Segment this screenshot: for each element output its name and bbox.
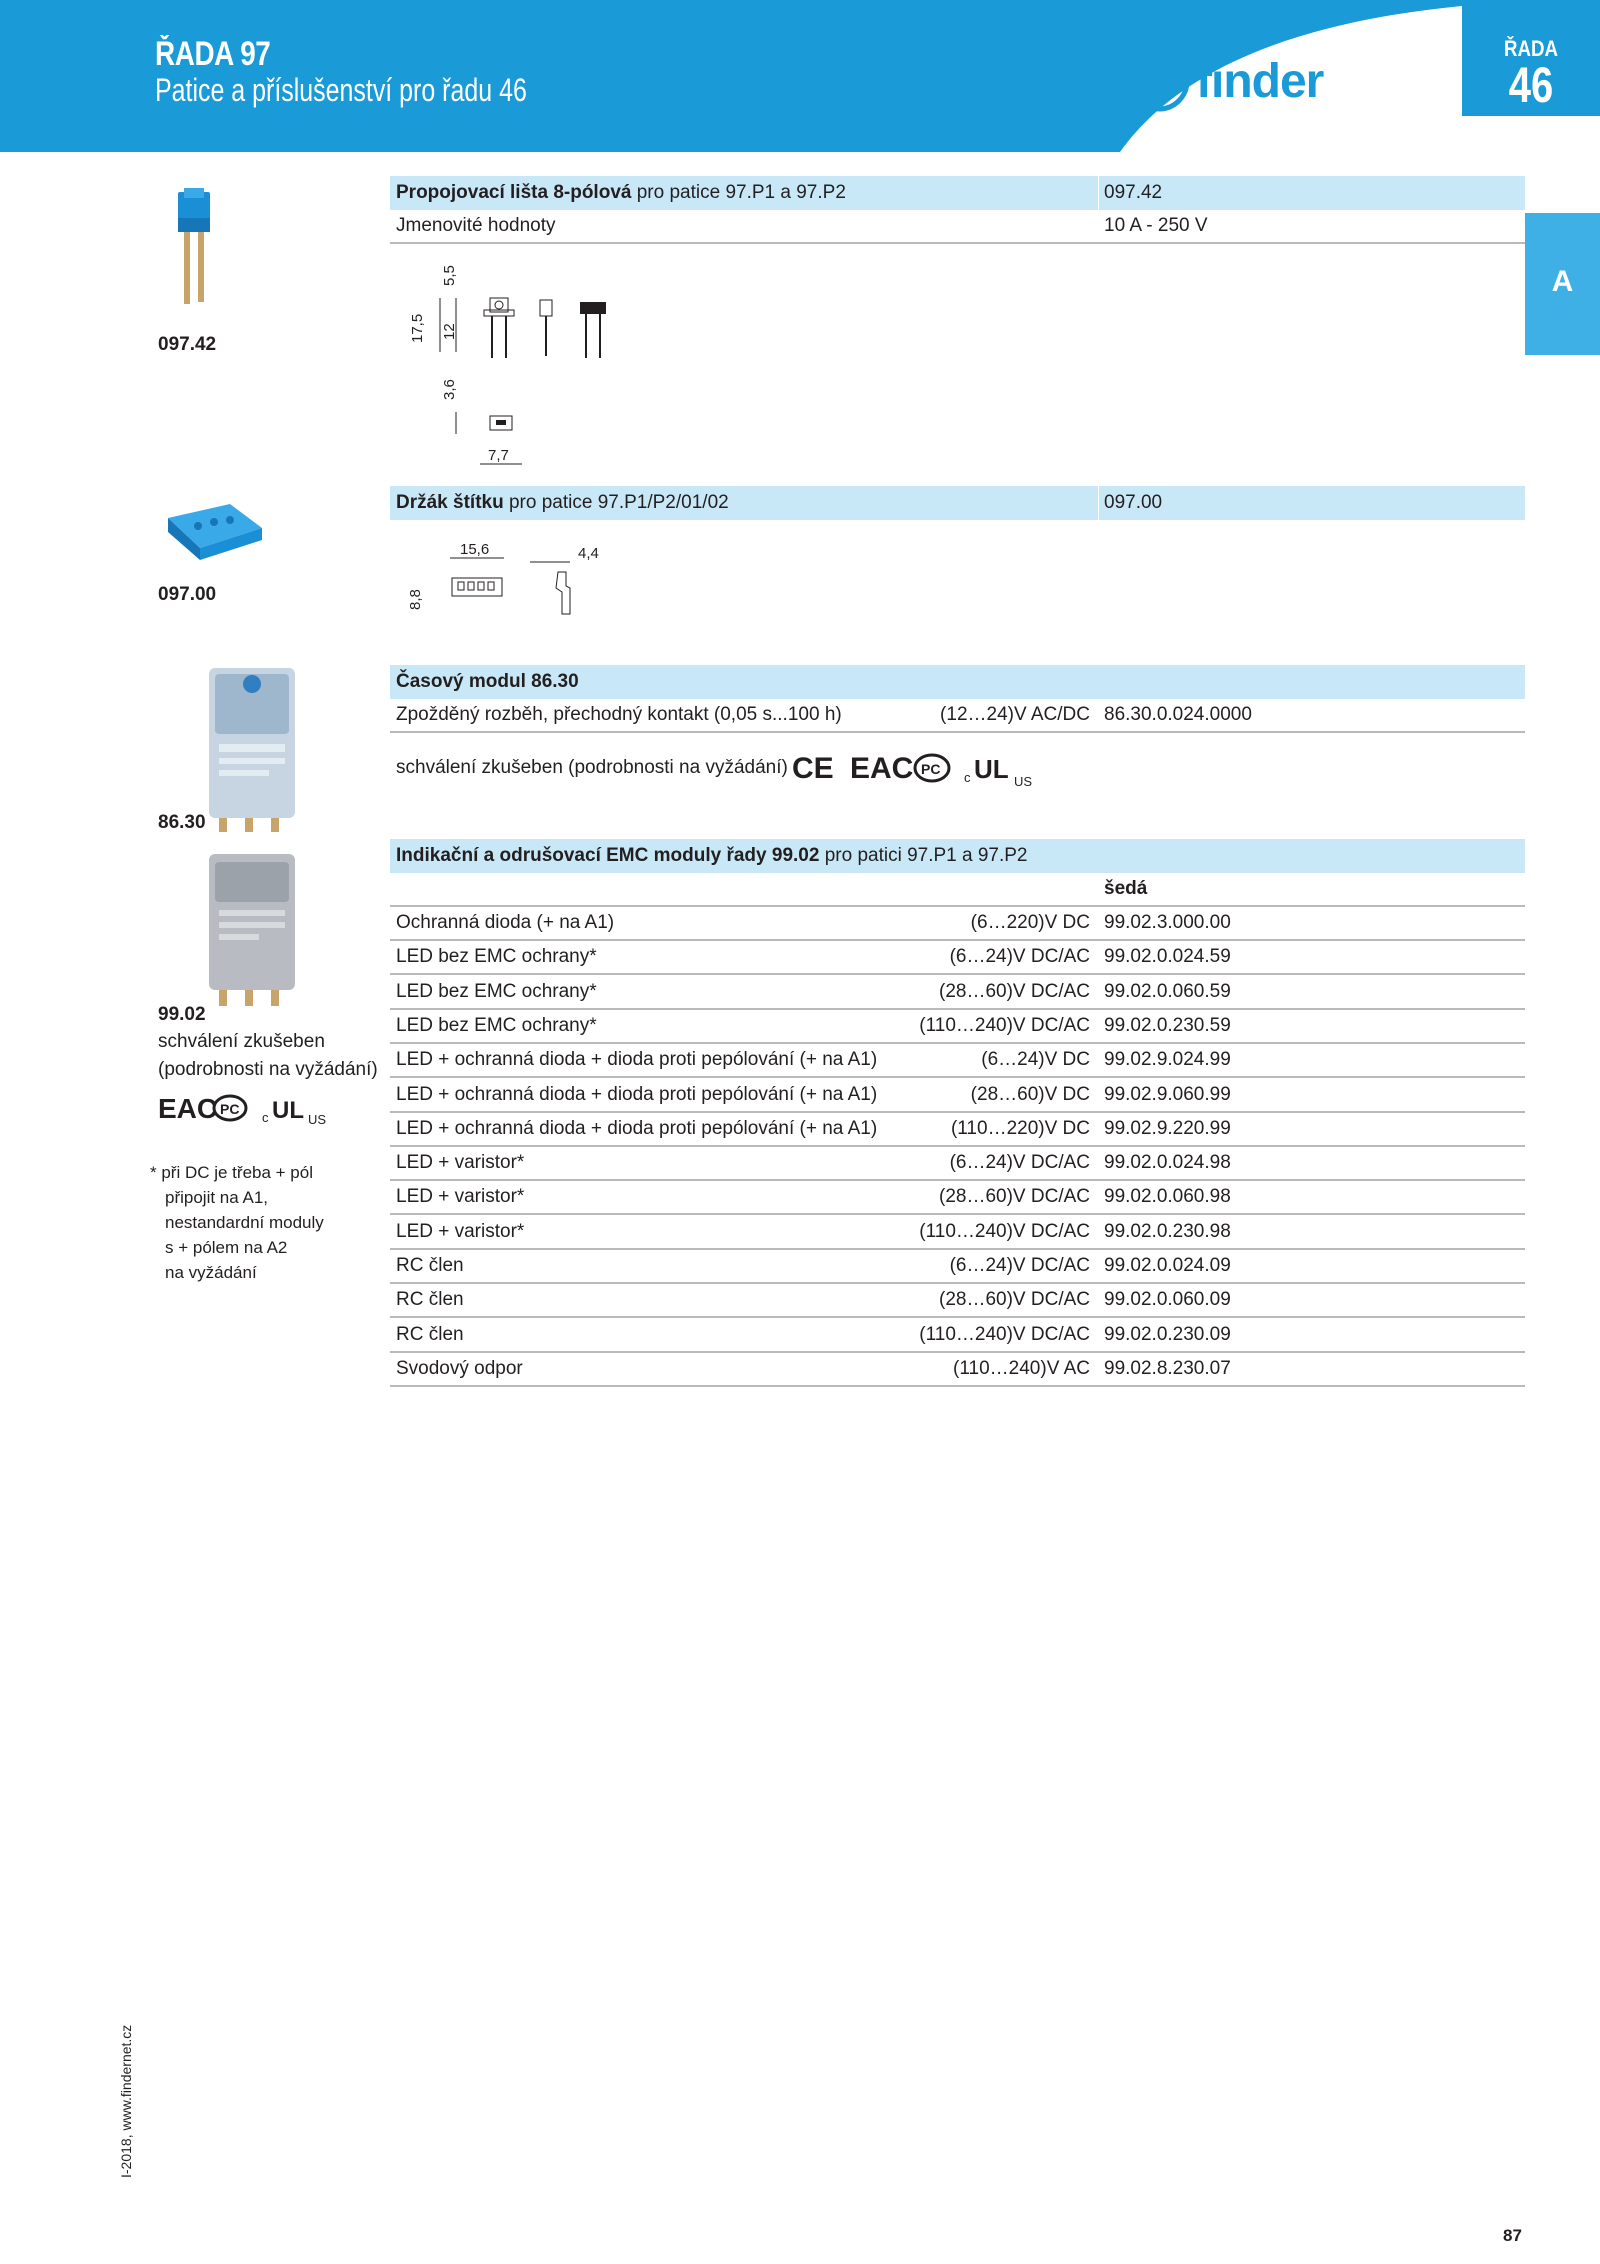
footer-side-text: I-2018, www.findernet.cz: [118, 2024, 134, 2178]
svg-text:c: c: [963, 770, 971, 785]
table-row: [390, 1284, 1525, 1318]
row-code: 99.02.0.060.98: [1104, 1186, 1231, 1208]
row-description: RC člen: [396, 1289, 464, 1311]
approval-86-30: [396, 748, 1042, 788]
svg-text:EAC: EAC: [158, 1093, 218, 1124]
row-voltage: (6…24)V DC: [981, 1049, 1090, 1071]
table-99-02-color-header: [390, 873, 1525, 907]
approval-marks-99-02: [158, 1092, 348, 1126]
series-subtitle: Patice a příslušenství pro řadu 46: [155, 72, 527, 108]
table-row: [390, 1319, 1525, 1353]
table-row: [390, 1044, 1525, 1078]
row-code: 99.02.9.220.99: [1104, 1117, 1231, 1139]
row-code: 99.02.9.024.99: [1104, 1049, 1231, 1071]
dim-4-4: 4,4: [578, 545, 599, 562]
finder-logo-icon: [1128, 50, 1190, 112]
table-99-02-title: Indikační a odrušovací EMC moduly řady 99.02 pro patici 97.P1 a 97.P2: [396, 845, 1028, 866]
row-code: 99.02.8.230.07: [1104, 1357, 1231, 1379]
svg-text:US: US: [1013, 774, 1032, 788]
note-line: nestandardní moduly: [165, 1213, 324, 1232]
product-code-99-02: 99.02: [158, 1004, 206, 1025]
table-86-30-row: [390, 699, 1525, 733]
header-title: [155, 36, 632, 108]
approval-marks-86-30: [792, 748, 1042, 788]
table-row: [390, 1353, 1525, 1387]
timer-description: Zpožděný rozběh, přechodný kontakt (0,05 s...100 h): [396, 704, 842, 725]
dim-15-6: 15,6: [460, 541, 490, 558]
row-description: LED bez EMC ochrany*: [396, 946, 597, 968]
table-row: [390, 1113, 1525, 1147]
row-code: 99.02.9.060.99: [1104, 1083, 1231, 1105]
table-99-02-header: [390, 839, 1525, 873]
row-description: LED + ochranná dioda + dioda proti pepólování (+ na A1): [396, 1083, 878, 1105]
row-description: LED bez EMC ochrany*: [396, 980, 597, 1002]
svg-text:PC: PC: [220, 1101, 240, 1117]
row-code: 99.02.0.024.59: [1104, 946, 1231, 968]
row-code: 99.02.0.024.09: [1104, 1255, 1231, 1276]
dimension-drawing-097-00: [400, 536, 620, 616]
table-86-30-title: Časový modul 86.30: [396, 671, 579, 692]
row-code: 99.02.0.230.98: [1104, 1220, 1231, 1242]
table-row: [390, 941, 1525, 975]
row-description: LED + ochranná dioda + dioda proti pepólování (+ na A1): [396, 1049, 878, 1071]
row-description: LED + varistor*: [396, 1220, 525, 1242]
table-row: [390, 1147, 1525, 1181]
row-description: Ochranná dioda (+ na A1): [396, 912, 615, 933]
timer-voltage: (12…24)V AC/DC: [940, 704, 1090, 725]
rating-label: Jmenovité hodnoty: [396, 215, 556, 236]
note-line: připojit na A1,: [165, 1188, 269, 1207]
row-description: LED + ochranná dioda + dioda proti pepólování (+ na A1): [396, 1117, 878, 1139]
rating-value: 10 A - 250 V: [1104, 215, 1208, 236]
row-voltage: (28…60)V DC/AC: [939, 980, 1090, 1002]
row-code: 99.02.0.060.59: [1104, 980, 1231, 1002]
product-code-097-00: 097.00: [158, 584, 217, 605]
page-header: [0, 0, 1600, 152]
row-description: LED + varistor*: [396, 1186, 525, 1208]
note-line: * při DC je třeba + pól: [150, 1163, 313, 1182]
table-097-00-title: Držák štítku pro patice 97.P1/P2/01/02: [396, 492, 729, 513]
row-code: 99.02.0.024.98: [1104, 1152, 1231, 1174]
row-voltage: (28…60)V DC/AC: [939, 1289, 1090, 1311]
series-badge-number: 46: [1508, 57, 1554, 113]
product-image-097-00: [160, 498, 270, 568]
series-badge-label: ŘADA: [1503, 36, 1559, 61]
svg-text:PC: PC: [920, 761, 941, 777]
dc-polarity-note: [150, 1160, 324, 1285]
product-image-99-02: [205, 850, 305, 1010]
row-description: LED + varistor*: [396, 1152, 525, 1174]
product-code-097-42: 097.42: [158, 334, 217, 355]
table-097-00-header: [390, 486, 1525, 520]
approval-text-86-30: schválení zkušeben (podrobnosti na vyžádání): [396, 757, 788, 778]
brand-name: finder: [1196, 54, 1324, 108]
row-voltage: (28…60)V DC/AC: [939, 1186, 1090, 1208]
svg-text:UL: UL: [272, 1097, 304, 1124]
product-image-86-30: [205, 664, 305, 834]
row-voltage: (6…220)V DC: [970, 912, 1090, 933]
note-line: s + pólem na A2: [165, 1238, 288, 1257]
row-code: 99.02.0.230.09: [1104, 1323, 1231, 1345]
table-097-42-code: 097.42: [1104, 182, 1163, 203]
svg-text:UL: UL: [973, 754, 1009, 784]
row-code: 99.02.0.060.09: [1104, 1289, 1231, 1311]
table-097-00-code: 097.00: [1104, 492, 1163, 513]
table-row: [390, 1079, 1525, 1113]
approval-text-99-02-line2: (podrobnosti na vyžádání): [158, 1059, 378, 1080]
dim-12: 12: [441, 323, 458, 340]
finder-logo: [1128, 50, 1323, 112]
table-row: [390, 976, 1525, 1010]
table-097-42-header: [390, 176, 1525, 210]
note-line: na vyžádání: [165, 1263, 257, 1282]
row-description: LED bez EMC ochrany*: [396, 1014, 597, 1036]
row-voltage: (6…24)V DC/AC: [949, 946, 1090, 968]
row-voltage: (110…240)V DC/AC: [919, 1323, 1090, 1345]
series-badge: [1462, 0, 1600, 116]
dim-8-8: 8,8: [407, 589, 424, 610]
page-number: 87: [1503, 2226, 1522, 2245]
row-voltage: (110…240)V DC/AC: [919, 1220, 1090, 1242]
series-title: ŘADA 97: [155, 35, 271, 73]
timer-code: 86.30.0.024.0000: [1104, 704, 1252, 725]
svg-text:c: c: [262, 1110, 269, 1125]
dim-3-6: 3,6: [441, 379, 458, 400]
row-voltage: (28…60)V DC: [970, 1083, 1090, 1105]
dim-7-7: 7,7: [488, 447, 509, 464]
row-description: RC člen: [396, 1323, 464, 1345]
row-voltage: (110…240)V DC/AC: [919, 1014, 1090, 1036]
table-row: [390, 907, 1525, 941]
row-voltage: (6…24)V DC/AC: [949, 1152, 1090, 1174]
dim-17-5: 17,5: [409, 313, 426, 343]
approval-text-99-02-line1: schválení zkušeben: [158, 1031, 325, 1052]
table-097-42-title: Propojovací lišta 8-pólová pro patice 97.P1 a 97.P2: [396, 182, 846, 203]
table-097-42-rating-row: [390, 210, 1525, 244]
color-column-header: šedá: [1104, 878, 1148, 899]
row-code: 99.02.0.230.59: [1104, 1014, 1231, 1036]
dim-5-5: 5,5: [441, 265, 458, 286]
dimension-drawing-097-42: [400, 248, 640, 474]
row-voltage: (6…24)V DC/AC: [949, 1255, 1090, 1276]
row-code: 99.02.3.000.00: [1104, 912, 1231, 933]
product-image-097-42: [170, 188, 230, 308]
row-voltage: (110…240)V AC: [953, 1357, 1090, 1379]
row-voltage: (110…220)V DC: [950, 1117, 1090, 1139]
table-86-30-header: [390, 665, 1525, 699]
table-row: [390, 1250, 1525, 1284]
row-description: RC člen: [396, 1255, 464, 1276]
table-row: [390, 1216, 1525, 1250]
svg-text:CE: CE: [791, 752, 834, 785]
table-row: [390, 1181, 1525, 1215]
svg-text:US: US: [308, 1112, 327, 1126]
section-tab: A: [1525, 213, 1600, 355]
table-row: [390, 1010, 1525, 1044]
svg-text:EAC: EAC: [849, 752, 914, 785]
row-description: Svodový odpor: [396, 1357, 523, 1379]
product-code-86-30: 86.30: [158, 812, 206, 833]
